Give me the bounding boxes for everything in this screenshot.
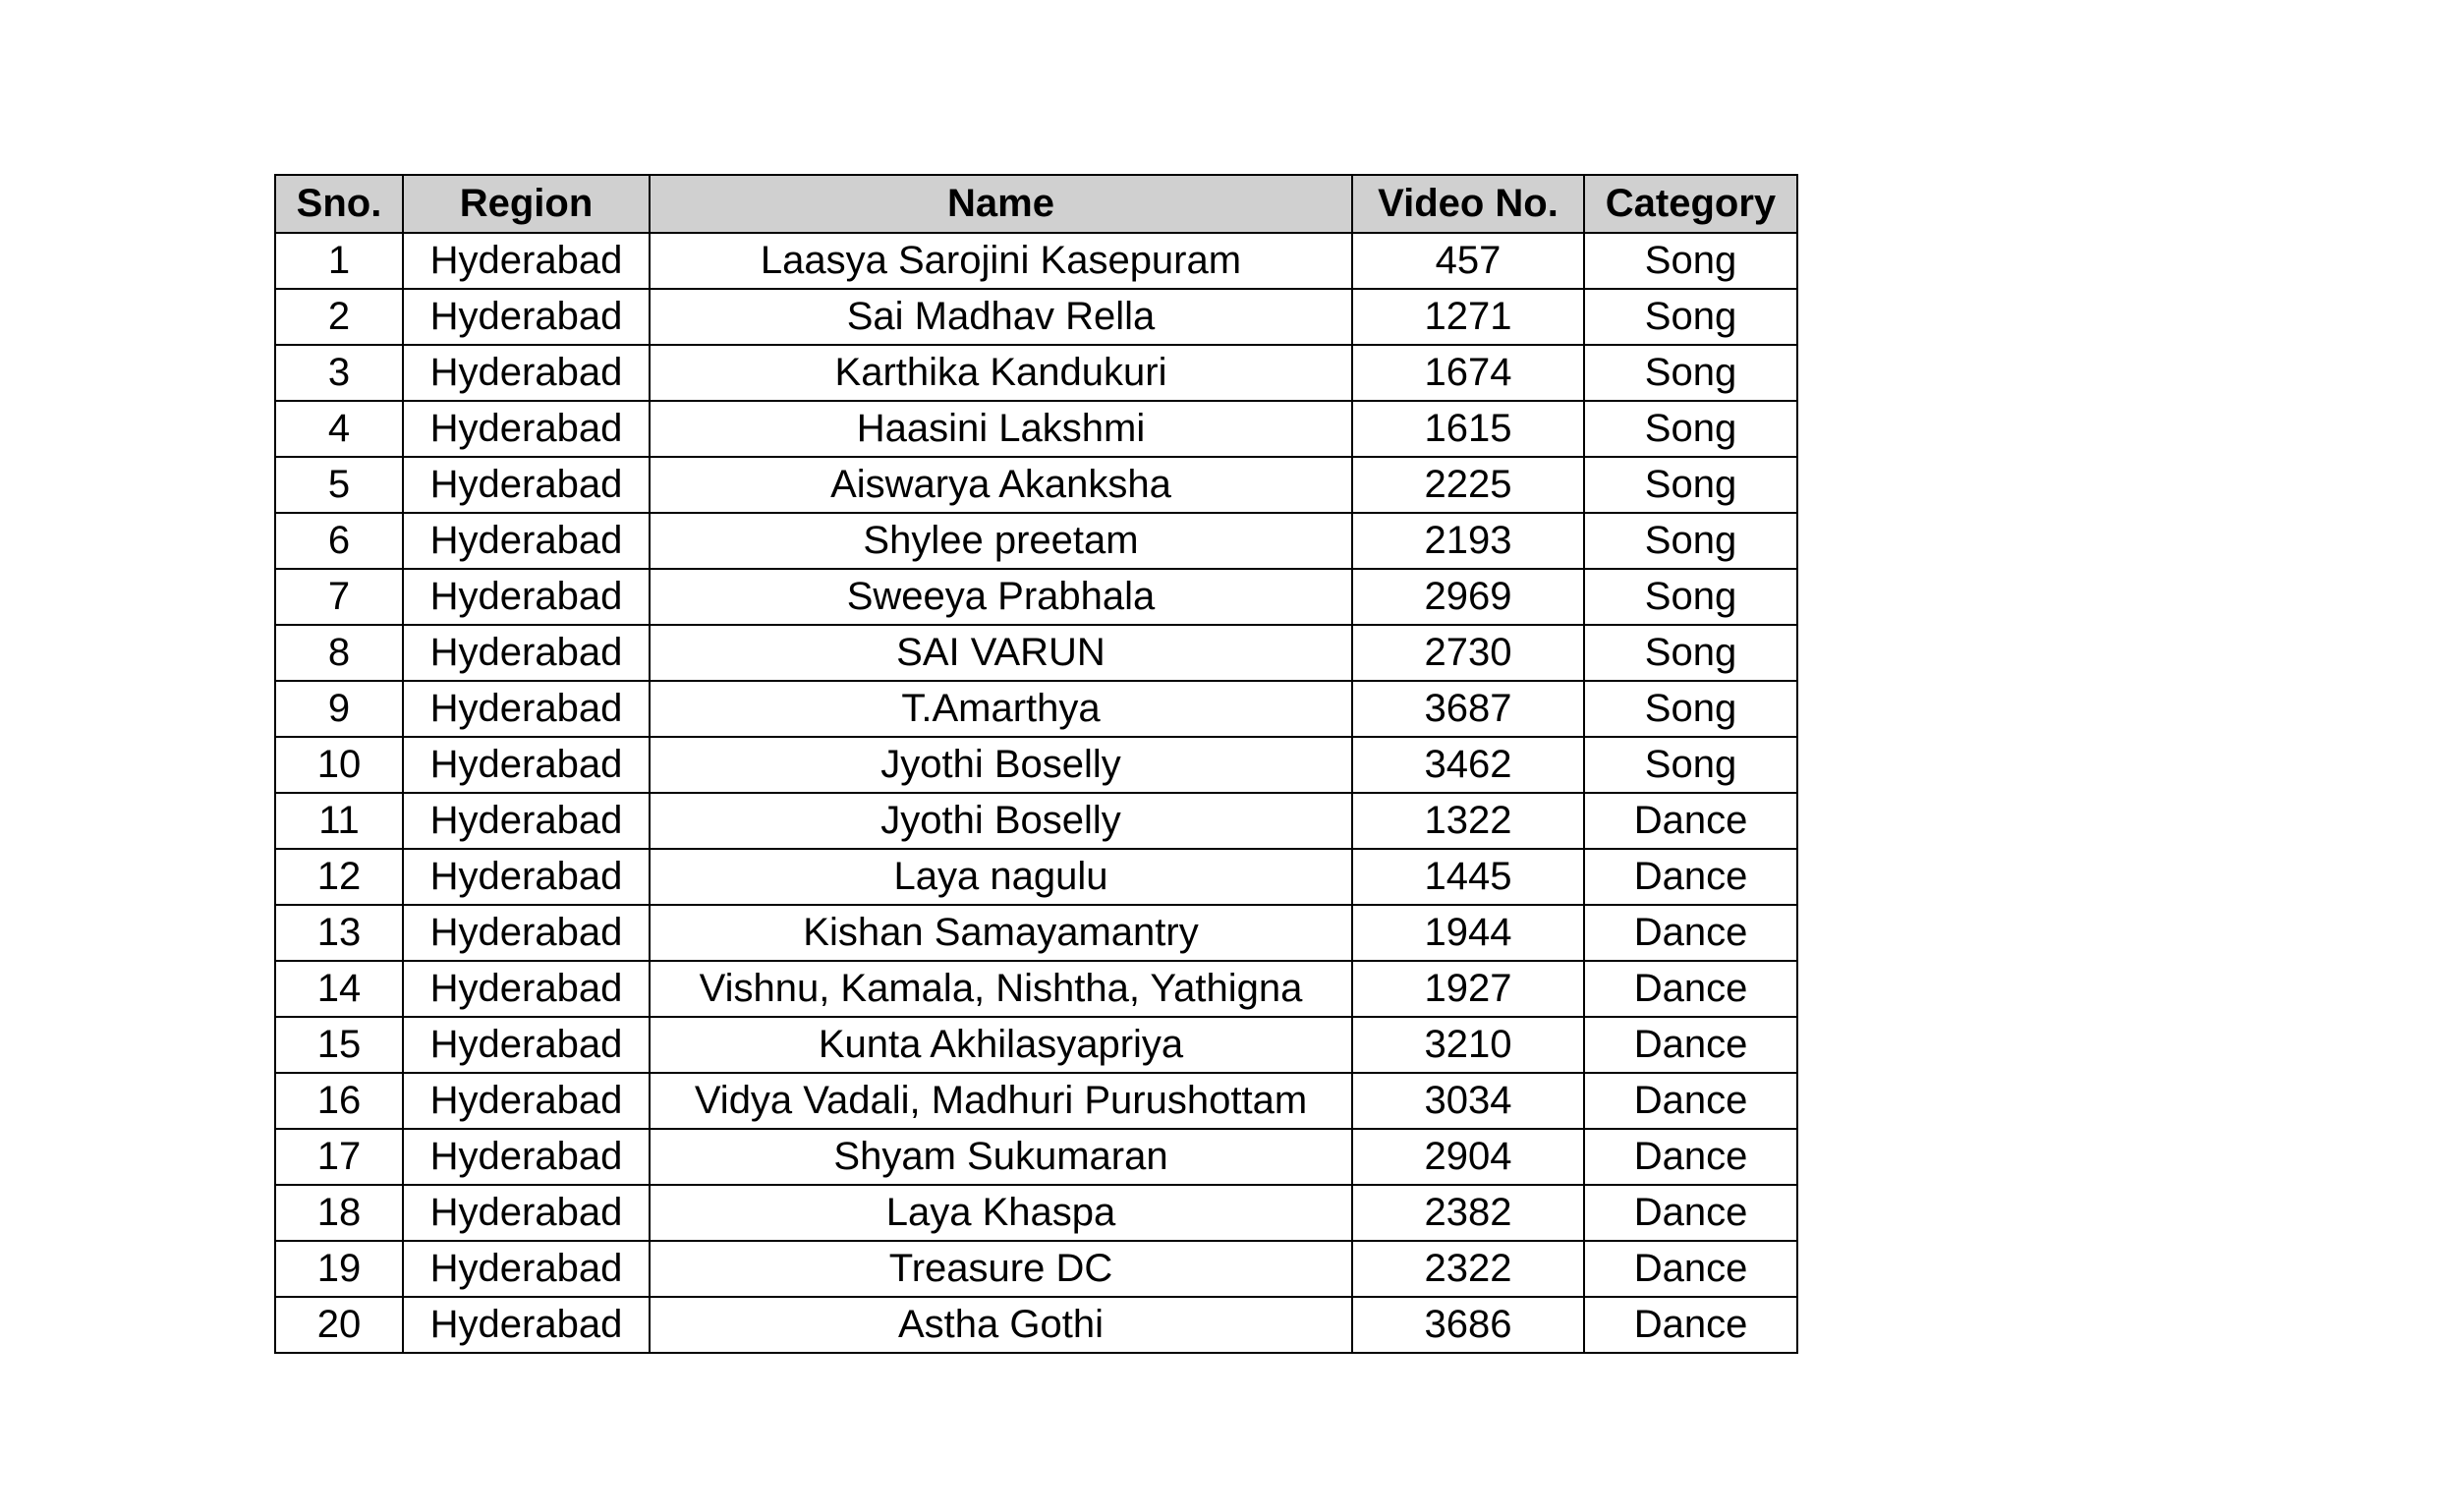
cell-category: Song (1584, 457, 1797, 513)
cell-sno: 3 (275, 345, 403, 401)
cell-sno: 8 (275, 625, 403, 681)
cell-name: Jyothi Boselly (650, 737, 1352, 793)
cell-video-no: 2969 (1352, 569, 1584, 625)
cell-region: Hyderabad (403, 345, 650, 401)
cell-video-no: 2382 (1352, 1185, 1584, 1241)
table-row (275, 849, 1797, 905)
table-row (275, 345, 1797, 401)
cell-category: Song (1584, 345, 1797, 401)
cell-name: Sai Madhav Rella (650, 289, 1352, 345)
cell-video-no: 1271 (1352, 289, 1584, 345)
cell-name: Shyam Sukumaran (650, 1129, 1352, 1185)
participants-table (274, 174, 1798, 1354)
cell-name: Treasure DC (650, 1241, 1352, 1297)
cell-category: Song (1584, 737, 1797, 793)
cell-sno: 14 (275, 961, 403, 1017)
cell-region: Hyderabad (403, 681, 650, 737)
cell-sno: 19 (275, 1241, 403, 1297)
cell-region: Hyderabad (403, 233, 650, 289)
cell-name: SAI VARUN (650, 625, 1352, 681)
table-row (275, 401, 1797, 457)
cell-name: Astha Gothi (650, 1297, 1352, 1353)
cell-category: Song (1584, 289, 1797, 345)
cell-region: Hyderabad (403, 737, 650, 793)
cell-video-no: 1615 (1352, 401, 1584, 457)
cell-name: Laasya Sarojini Kasepuram (650, 233, 1352, 289)
cell-video-no: 1944 (1352, 905, 1584, 961)
cell-sno: 7 (275, 569, 403, 625)
cell-sno: 18 (275, 1185, 403, 1241)
cell-category: Dance (1584, 1241, 1797, 1297)
cell-sno: 16 (275, 1073, 403, 1129)
cell-region: Hyderabad (403, 1241, 650, 1297)
cell-category: Dance (1584, 1129, 1797, 1185)
cell-video-no: 1674 (1352, 345, 1584, 401)
table-body (275, 233, 1797, 1353)
cell-sno: 9 (275, 681, 403, 737)
cell-category: Dance (1584, 1017, 1797, 1073)
header-sno: Sno. (275, 175, 403, 233)
cell-video-no: 2730 (1352, 625, 1584, 681)
table-row (275, 457, 1797, 513)
cell-sno: 12 (275, 849, 403, 905)
cell-sno: 13 (275, 905, 403, 961)
table-header-row (275, 175, 1797, 233)
cell-region: Hyderabad (403, 793, 650, 849)
table-row (275, 1185, 1797, 1241)
cell-region: Hyderabad (403, 1297, 650, 1353)
table-row (275, 681, 1797, 737)
cell-category: Song (1584, 513, 1797, 569)
header-name: Name (650, 175, 1352, 233)
table-row (275, 289, 1797, 345)
cell-region: Hyderabad (403, 569, 650, 625)
table-row (275, 569, 1797, 625)
header-region: Region (403, 175, 650, 233)
cell-region: Hyderabad (403, 1129, 650, 1185)
cell-category: Dance (1584, 849, 1797, 905)
table-row (275, 1241, 1797, 1297)
cell-region: Hyderabad (403, 1017, 650, 1073)
cell-name: Sweeya Prabhala (650, 569, 1352, 625)
table-row (275, 513, 1797, 569)
cell-name: Shylee preetam (650, 513, 1352, 569)
cell-region: Hyderabad (403, 961, 650, 1017)
table-row (275, 1017, 1797, 1073)
cell-category: Song (1584, 569, 1797, 625)
table-row (275, 625, 1797, 681)
cell-category: Song (1584, 681, 1797, 737)
cell-sno: 2 (275, 289, 403, 345)
table-row (275, 1073, 1797, 1129)
header-category: Category (1584, 175, 1797, 233)
table-row (275, 1297, 1797, 1353)
cell-name: Karthika Kandukuri (650, 345, 1352, 401)
cell-video-no: 3686 (1352, 1297, 1584, 1353)
cell-region: Hyderabad (403, 1185, 650, 1241)
cell-video-no: 1322 (1352, 793, 1584, 849)
cell-region: Hyderabad (403, 625, 650, 681)
cell-name: T.Amarthya (650, 681, 1352, 737)
cell-name: Vishnu, Kamala, Nishtha, Yathigna (650, 961, 1352, 1017)
table-row (275, 233, 1797, 289)
cell-video-no: 3687 (1352, 681, 1584, 737)
cell-sno: 10 (275, 737, 403, 793)
cell-category: Dance (1584, 905, 1797, 961)
header-video-no: Video No. (1352, 175, 1584, 233)
cell-video-no: 1445 (1352, 849, 1584, 905)
cell-sno: 17 (275, 1129, 403, 1185)
cell-category: Song (1584, 401, 1797, 457)
table-row (275, 961, 1797, 1017)
cell-category: Dance (1584, 961, 1797, 1017)
cell-category: Dance (1584, 1185, 1797, 1241)
cell-sno: 20 (275, 1297, 403, 1353)
cell-region: Hyderabad (403, 513, 650, 569)
table-row (275, 793, 1797, 849)
cell-name: Laya Khaspa (650, 1185, 1352, 1241)
cell-region: Hyderabad (403, 905, 650, 961)
table-row (275, 905, 1797, 961)
cell-video-no: 2225 (1352, 457, 1584, 513)
cell-region: Hyderabad (403, 289, 650, 345)
cell-sno: 5 (275, 457, 403, 513)
cell-category: Dance (1584, 1073, 1797, 1129)
cell-category: Dance (1584, 1297, 1797, 1353)
cell-video-no: 3034 (1352, 1073, 1584, 1129)
cell-sno: 15 (275, 1017, 403, 1073)
cell-video-no: 2193 (1352, 513, 1584, 569)
cell-name: Haasini Lakshmi (650, 401, 1352, 457)
cell-sno: 11 (275, 793, 403, 849)
cell-region: Hyderabad (403, 849, 650, 905)
cell-name: Vidya Vadali, Madhuri Purushottam (650, 1073, 1352, 1129)
table-row (275, 1129, 1797, 1185)
cell-category: Song (1584, 625, 1797, 681)
cell-video-no: 457 (1352, 233, 1584, 289)
cell-name: Kunta Akhilasyapriya (650, 1017, 1352, 1073)
cell-name: Aiswarya Akanksha (650, 457, 1352, 513)
cell-sno: 4 (275, 401, 403, 457)
cell-video-no: 1927 (1352, 961, 1584, 1017)
cell-video-no: 3462 (1352, 737, 1584, 793)
cell-sno: 1 (275, 233, 403, 289)
cell-region: Hyderabad (403, 1073, 650, 1129)
cell-sno: 6 (275, 513, 403, 569)
table-row (275, 737, 1797, 793)
cell-region: Hyderabad (403, 401, 650, 457)
cell-category: Dance (1584, 793, 1797, 849)
cell-name: Laya nagulu (650, 849, 1352, 905)
cell-name: Kishan Samayamantry (650, 905, 1352, 961)
cell-video-no: 3210 (1352, 1017, 1584, 1073)
cell-category: Song (1584, 233, 1797, 289)
cell-region: Hyderabad (403, 457, 650, 513)
cell-video-no: 2904 (1352, 1129, 1584, 1185)
cell-video-no: 2322 (1352, 1241, 1584, 1297)
cell-name: Jyothi Boselly (650, 793, 1352, 849)
